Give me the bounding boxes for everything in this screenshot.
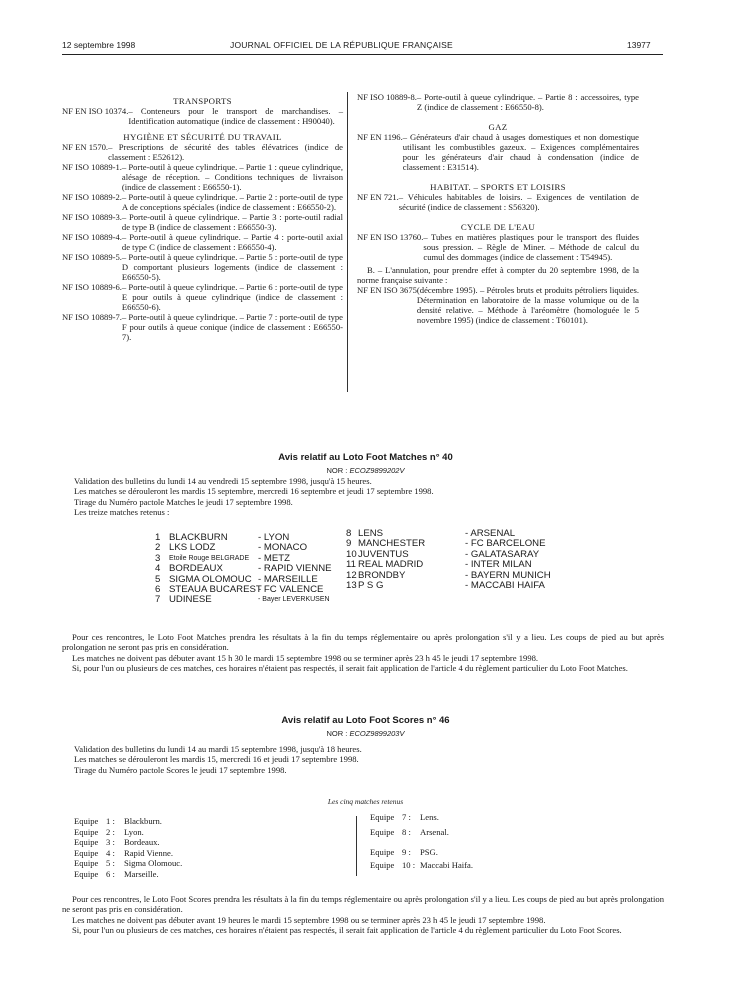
right-first-entry [357, 92, 639, 112]
team-row [370, 827, 610, 838]
left-column [62, 96, 343, 342]
team-label: Equipe [74, 837, 99, 848]
norm-text: – Générateurs d'air chaud à usages domestiques et non domestique utilisant les combustibles gazeux. – Exigences complémentaires pour les générateurs d'air chaud à condensation (indice de classement : E31514). [402, 132, 639, 172]
scores-left-list [74, 816, 314, 880]
team-name: Blackburn. [124, 816, 162, 826]
match-number: 8 [346, 528, 352, 539]
norm-code: NF ISO 10889-4. [62, 232, 122, 242]
match-away-team: - MARSEILLE [258, 573, 318, 585]
match-number: 10 [346, 548, 357, 560]
match-number: 13 [346, 579, 357, 591]
match-home-team: LENS [358, 528, 384, 539]
match-row [346, 581, 546, 591]
paragraph: Pour ces rencontres, le Loto Foot Scores prendra les résultats à la fin du temps réglementaire ou après prolongation s'il y a lieu. Les coups de pied au but après prolongation ne seront pas pris en considération. [62, 894, 664, 915]
norm-text: – Porte-outil à queue cylindrique. – Partie 6 : porte-outil de type E pour outils à queue cylindrique (indice de classement : E66550-6). [121, 282, 343, 312]
transports-list [62, 106, 343, 126]
match-home-team: STEAUA BUCAREST [169, 583, 262, 595]
match-away-team: - GALATASARAY [465, 548, 540, 560]
section-title-habitat: HABITAT. – SPORTS ET LOISIRS [430, 182, 566, 192]
paragraph: Tirage du Numéro pactole Matches le jeudi 17 septembre 1998. [74, 496, 293, 507]
matches-left-list [155, 533, 355, 606]
norm-code: NF ISO 10889-2. [62, 192, 122, 202]
paragraph: Les treize matches retenus : [74, 507, 170, 518]
team-name: Lens. [420, 812, 439, 822]
match-number: 1 [155, 532, 161, 543]
match-number: 4 [155, 563, 161, 575]
norm-text: – Porte-outil à queue cylindrique. – Partie 5 : porte-outil de type D comportant plusieurs logements (indice de classement : E66550-5). [121, 252, 343, 282]
norm-text: – Porte-outil à queue cylindrique. – Partie 7 : porte-outil de type F pour outils à queue conique (indice de classement : E66550-7). [121, 312, 343, 342]
match-number: 5 [155, 573, 161, 585]
match-number: 11 [346, 559, 356, 571]
paragraph: Les matches se dérouleront les mardis 15 septembre, mercredi 16 septembre et jeudi 17 septembre 1998. [74, 486, 434, 497]
norm-text: – Porte-outil à queue cylindrique. – Partie 1 : queue cylindrique, alésage de réception. – Conditions techniques de livraison (indice de classement : E66550-1). [121, 162, 343, 192]
section-title-transports: TRANSPORTS [173, 96, 232, 106]
paragraph: Les matches ne doivent pas débuter avant 15 h 30 le mardi 15 septembre 1998 ou se terminer après 23 h 45 le jeudi 17 septembre 1998. [72, 652, 539, 663]
norm-entry [357, 285, 639, 325]
match-home-team: BRONDBY [358, 569, 406, 581]
team-number: 7 : [402, 812, 411, 822]
team-name: Lyon. [124, 826, 144, 837]
team-row [74, 858, 314, 869]
header-date: 12 septembre 1998 [62, 40, 136, 50]
team-row [74, 837, 314, 848]
loto-matches-intro [74, 476, 654, 518]
team-label: Equipe [370, 826, 395, 837]
match-away-team: - RAPID VIENNE [258, 563, 332, 575]
team-label: Equipe [74, 826, 99, 837]
match-home-team: Etoile Rouge BELGRADE [169, 554, 250, 562]
team-row [74, 848, 314, 859]
match-home-team: UDINESE [169, 594, 212, 606]
norm-entry [357, 92, 639, 112]
match-away-team: - METZ [258, 552, 290, 564]
paragraph: Les matches ne doivent pas débuter avant 19 heures le mardi 15 septembre 1998 ou se terminer après 23 h 45 le jeudi 17 septembre 1998. [72, 914, 546, 925]
norm-code: NF EN 721. [357, 192, 399, 202]
gaz-entry [357, 132, 639, 172]
nor-code: ECOZ9899203V [349, 729, 405, 738]
match-home-team: BORDEAUX [169, 563, 223, 575]
match-number: 3 [155, 552, 161, 564]
norm-text: – Porte-outil à queue cylindrique. – Partie 2 : porte-outil de type A de conceptions spéciales (indice de classement : E66550-2). [121, 192, 343, 212]
norm-code: NF ISO 10889-6. [62, 282, 122, 292]
team-number: 2 : [106, 826, 115, 837]
scores-subtitle: Les cinq matches retenus [327, 797, 404, 806]
nor-label: NOR : [326, 466, 348, 475]
team-name: Sigma Olomouc. [124, 858, 183, 869]
match-row [155, 543, 355, 553]
match-number: 2 [155, 542, 161, 554]
norm-text: – Porte-outil à queue cylindrique. – Partie 8 : accessoires, type Z (indice de classement : E66550-8). [416, 92, 639, 112]
match-away-team: - MACCABI HAIFA [465, 579, 545, 591]
hygiene-list [62, 142, 343, 342]
norm-code: NF EN ISO 10374. [62, 106, 129, 116]
team-row [74, 816, 314, 827]
norm-entry [357, 232, 639, 262]
match-away-team: - MONACO [258, 542, 308, 554]
team-label: Equipe [74, 868, 99, 879]
team-label: Equipe [370, 847, 395, 858]
loto-scores-nor [0, 729, 731, 738]
last-entry [357, 285, 639, 325]
match-row [346, 560, 546, 570]
match-number: 9 [346, 538, 352, 550]
match-number: 7 [155, 594, 161, 606]
scores-divider [356, 816, 357, 876]
paragraph: Validation des bulletins du lundi 14 au mardi 15 septembre 1998, jusqu'à 18 heures. [74, 744, 362, 754]
norm-code: NF ISO 10889-1. [62, 162, 122, 172]
match-away-team: - ARSENAL [465, 528, 516, 539]
match-away-team: - INTER MILAN [465, 559, 532, 571]
match-home-team: JUVENTUS [358, 548, 409, 560]
norm-entry [62, 212, 343, 232]
annulation-text: B. – L'annulation, pour prendre effet à compter du 20 septembre 1998, de la norme française suivante : [357, 265, 639, 285]
team-number: 6 : [106, 868, 115, 879]
paragraph: Tirage du Numéro pactole Scores le jeudi 17 septembre 1998. [74, 764, 287, 775]
match-row [155, 564, 355, 574]
section-title-hygiene: HYGIÈNE ET SÉCURITÉ DU TRAVAIL [123, 132, 282, 142]
norm-code: NF ISO 10889-5. [62, 252, 122, 262]
norm-text: – Conteneurs pour le transport de marchandises. – Identification automatique (indice de classement : H90040). [128, 106, 343, 126]
norm-code: NF EN 1570. [62, 142, 109, 152]
column-divider [347, 92, 348, 392]
norm-code: NF ISO 10889-3. [62, 212, 122, 222]
team-name: Rapid Vienne. [124, 847, 173, 858]
journal-title: JOURNAL OFFICIEL DE LA RÉPUBLIQUE FRANÇAISE [230, 40, 453, 50]
norm-code: NF EN ISO 3675 [357, 285, 417, 295]
paragraph: Validation des bulletins du lundi 14 au vendredi 15 septembre 1998, jusqu'à 15 heures. [74, 476, 372, 486]
paragraph: Si, pour l'un ou plusieurs de ces matches, ces horaires n'étaient pas respectés, il serait fait application de l'article 4 du règlement particulier du Loto Foot Scores. [72, 925, 622, 936]
match-number: 6 [155, 583, 161, 595]
norm-code: NF ISO 10889-7. [62, 312, 122, 322]
team-number: 1 : [106, 816, 115, 826]
habitat-entry [357, 192, 639, 212]
match-away-team: - FC VALENCE [258, 583, 324, 595]
team-row [370, 812, 610, 823]
eau-entry [357, 232, 639, 262]
team-name: Bordeaux. [124, 837, 160, 848]
match-away-team: - BAYERN MUNICH [465, 569, 551, 581]
scores-right-list [370, 812, 610, 870]
team-name: Maccabi Haifa. [420, 859, 473, 870]
team-label: Equipe [74, 847, 99, 858]
team-number: 9 : [402, 847, 411, 858]
norm-code: NF EN ISO 13760. [357, 232, 424, 242]
right-column [357, 92, 639, 325]
norm-text: – Prescriptions de sécurité des tables élévatrices (indice de classement : E52612). [108, 142, 343, 162]
loto-matches-outro [62, 632, 664, 674]
matches-right-list [346, 528, 551, 591]
nor-code: ECOZ9899202V [349, 466, 405, 475]
norm-code: NF EN 1196. [357, 132, 403, 142]
norm-entry [357, 192, 639, 212]
norm-entry [62, 142, 343, 162]
paragraph: Si, pour l'un ou plusieurs de ces matches, ces horaires n'étaient pas respectés, il serait fait application de l'article 4 du règlement particulier du Loto Foot Matches. [72, 663, 628, 674]
paragraph: Les matches se dérouleront les mardis 15, mercredi 16 et jeudi 17 septembre 1998. [74, 754, 359, 765]
team-row [74, 869, 314, 880]
team-name: Arsenal. [420, 826, 449, 837]
paragraph: Pour ces rencontres, le Loto Foot Matches prendra les résultats à la fin du temps réglementaire ou après prolongation s'il y a lieu. Les coups de pied au but après prolongation ne seront pas pris en considération. [62, 632, 664, 653]
match-away-team: - LYON [258, 532, 290, 543]
loto-scores-intro [74, 744, 654, 775]
norm-entry [62, 232, 343, 252]
team-row [74, 827, 314, 838]
loto-scores-outro [62, 894, 664, 936]
match-home-team: LKS LODZ [169, 542, 216, 554]
match-number: 12 [346, 569, 357, 581]
match-home-team: P S G [358, 579, 384, 591]
section-title-gaz: GAZ [488, 122, 508, 132]
norm-text: – Véhicules habitables de loisirs. – Exigences de ventilation de sécurité (indice de classement : S56320). [398, 192, 639, 212]
team-number: 5 : [106, 858, 115, 869]
match-home-team: SIGMA OLOMOUC [169, 573, 252, 585]
norm-entry [62, 252, 343, 282]
team-row [370, 860, 610, 871]
norm-code: NF ISO 10889-8. [357, 92, 417, 102]
norm-text: (décembre 1995). – Pétroles bruts et produits pétroliers liquides. Détermination en laboratoire de la masse volumique ou de la densité relative. – Méthode à l'aréomètre (homologuée le 5 novembre 1995) (indice de classement : T60101). [416, 285, 639, 325]
norm-text: – Porte-outil à queue cylindrique. – Partie 4 : porte-outil axial de type C (indice de classement : E66550-4). [121, 232, 343, 252]
match-away-team: - Bayer LEVERKUSEN [258, 596, 330, 604]
team-label: Equipe [74, 858, 99, 869]
match-home-team: REAL MADRID [358, 559, 424, 571]
match-row [155, 595, 355, 605]
team-number: 8 : [402, 826, 411, 837]
header-rule [62, 54, 663, 55]
team-number: 4 : [106, 847, 115, 858]
match-away-team: - FC BARCELONE [465, 538, 546, 550]
norm-entry [62, 162, 343, 192]
match-home-team: BLACKBURN [169, 532, 228, 543]
nor-label: NOR : [326, 729, 348, 738]
page-number: 13977 [627, 40, 651, 50]
loto-matches-title: Avis relatif au Loto Foot Matches n° 40 [278, 452, 453, 463]
section-title-eau: CYCLE DE L'EAU [460, 222, 536, 232]
team-label: Equipe [370, 859, 395, 870]
team-name: PSG. [420, 847, 438, 858]
match-home-team: MANCHESTER [358, 538, 426, 550]
team-row [370, 847, 610, 858]
team-label: Equipe [370, 812, 395, 822]
team-number: 10 : [402, 859, 416, 870]
norm-text: – Porte-outil à queue cylindrique. – Partie 3 : porte-outil radial de type B (indice de classement : E66550-3). [121, 212, 343, 232]
norm-entry [357, 132, 639, 172]
norm-text: – Tubes en matières plastiques pour le transport des fluides sous pression. – Règle de Miner. – Méthode de calcul du cumul des dommages (indice de classement : T54945). [423, 232, 639, 262]
team-label: Equipe [74, 816, 99, 826]
norm-entry [62, 312, 343, 342]
loto-matches-nor [0, 466, 731, 475]
norm-entry [62, 282, 343, 312]
team-number: 3 : [106, 837, 115, 848]
loto-scores-title: Avis relatif au Loto Foot Scores n° 46 [281, 715, 450, 726]
norm-entry [62, 106, 343, 126]
team-name: Marseille. [124, 868, 159, 879]
norm-entry [62, 192, 343, 212]
